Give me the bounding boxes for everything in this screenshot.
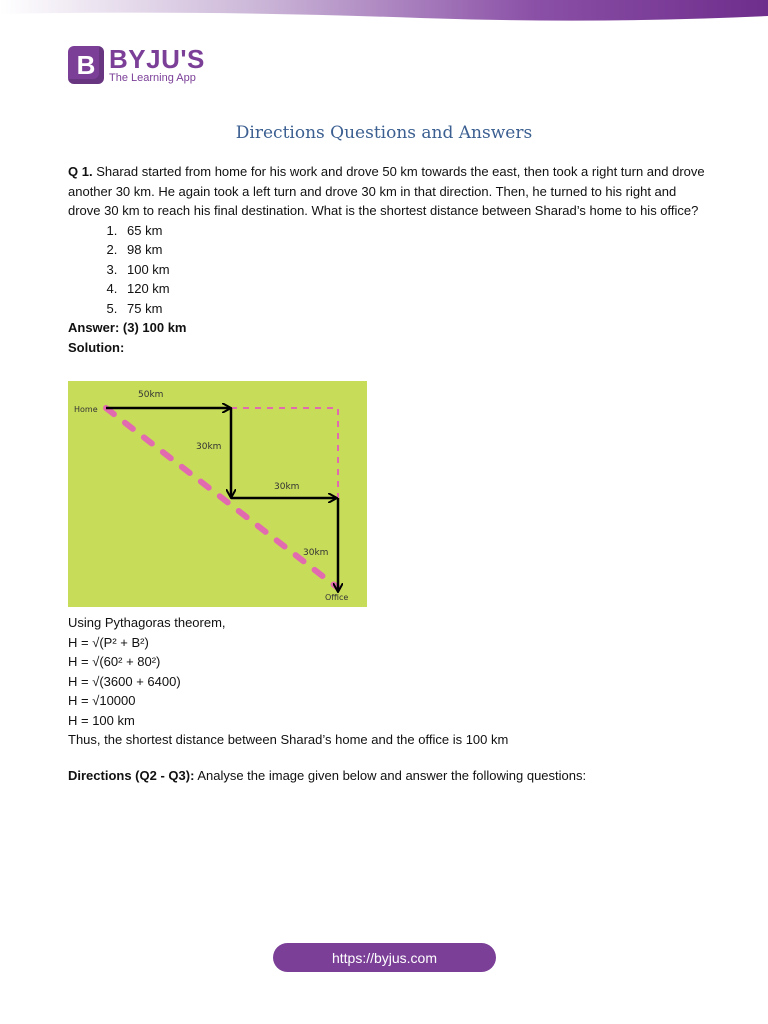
options-list <box>68 221 708 319</box>
top-decorative-band <box>0 0 768 22</box>
option-item: 5. 75 km <box>121 299 708 319</box>
solution-line: H = √10000 <box>68 693 136 708</box>
page-title: Directions Questions and Answers <box>235 123 533 143</box>
option-item: 4. 120 km <box>121 279 708 299</box>
route-diagram <box>68 381 367 607</box>
footer-url-text: https://byjus.com <box>331 949 438 966</box>
logo-mark: B <box>68 46 104 84</box>
directions-q2-q3 <box>68 768 708 783</box>
solution-steps <box>68 613 708 750</box>
office-label: Office <box>325 593 349 602</box>
logo-name: BYJU'S <box>109 44 205 74</box>
directions-label: Directions (Q2 - Q3): <box>68 768 195 783</box>
solution-line: H = √(3600 + 6400) <box>68 673 181 689</box>
question-1-text <box>68 162 708 221</box>
solution-line: H = 100 km <box>68 712 135 728</box>
solution-conclusion: Thus, the shortest distance between Sharad’s home and the office is 100 km <box>68 732 509 747</box>
logo-tagline: The Learning App <box>109 72 196 84</box>
directions-text: Analyse the image given below and answer the following questions: <box>194 768 587 783</box>
question-body: Sharad started from home for his work and drove 50 km towards the east, then took a right turn and drove another 30 km. He again took a left turn and drove 30 km in that direction. Then, he turned to his right and drove 30 km to reach his final destination. What is the shortest distance between Sharad’s home to his office? <box>68 164 705 218</box>
solution-line: H = √(P² + B²) <box>68 634 149 650</box>
segment-label-30km-a: 30km <box>196 442 222 452</box>
solution-line: H = √(60² + 80²) <box>68 654 161 669</box>
byjus-logo <box>68 46 205 84</box>
option-item: 1. 65 km <box>121 221 708 241</box>
home-label: Home <box>74 405 98 414</box>
segment-label-30km-b: 30km <box>274 482 300 492</box>
question-1 <box>68 162 708 357</box>
answer-line: Answer: (3) 100 km <box>68 320 187 335</box>
segment-label-30km-c: 30km <box>303 548 329 558</box>
segment-label-50km: 50km <box>138 390 164 400</box>
footer-url-link[interactable] <box>273 943 496 972</box>
question-label: Q 1. <box>68 164 93 179</box>
solution-label: Solution: <box>68 339 125 355</box>
option-item: 2. 98 km <box>121 240 708 260</box>
option-item: 3. 100 km <box>121 260 708 280</box>
solution-line: Using Pythagoras theorem, <box>68 615 226 630</box>
